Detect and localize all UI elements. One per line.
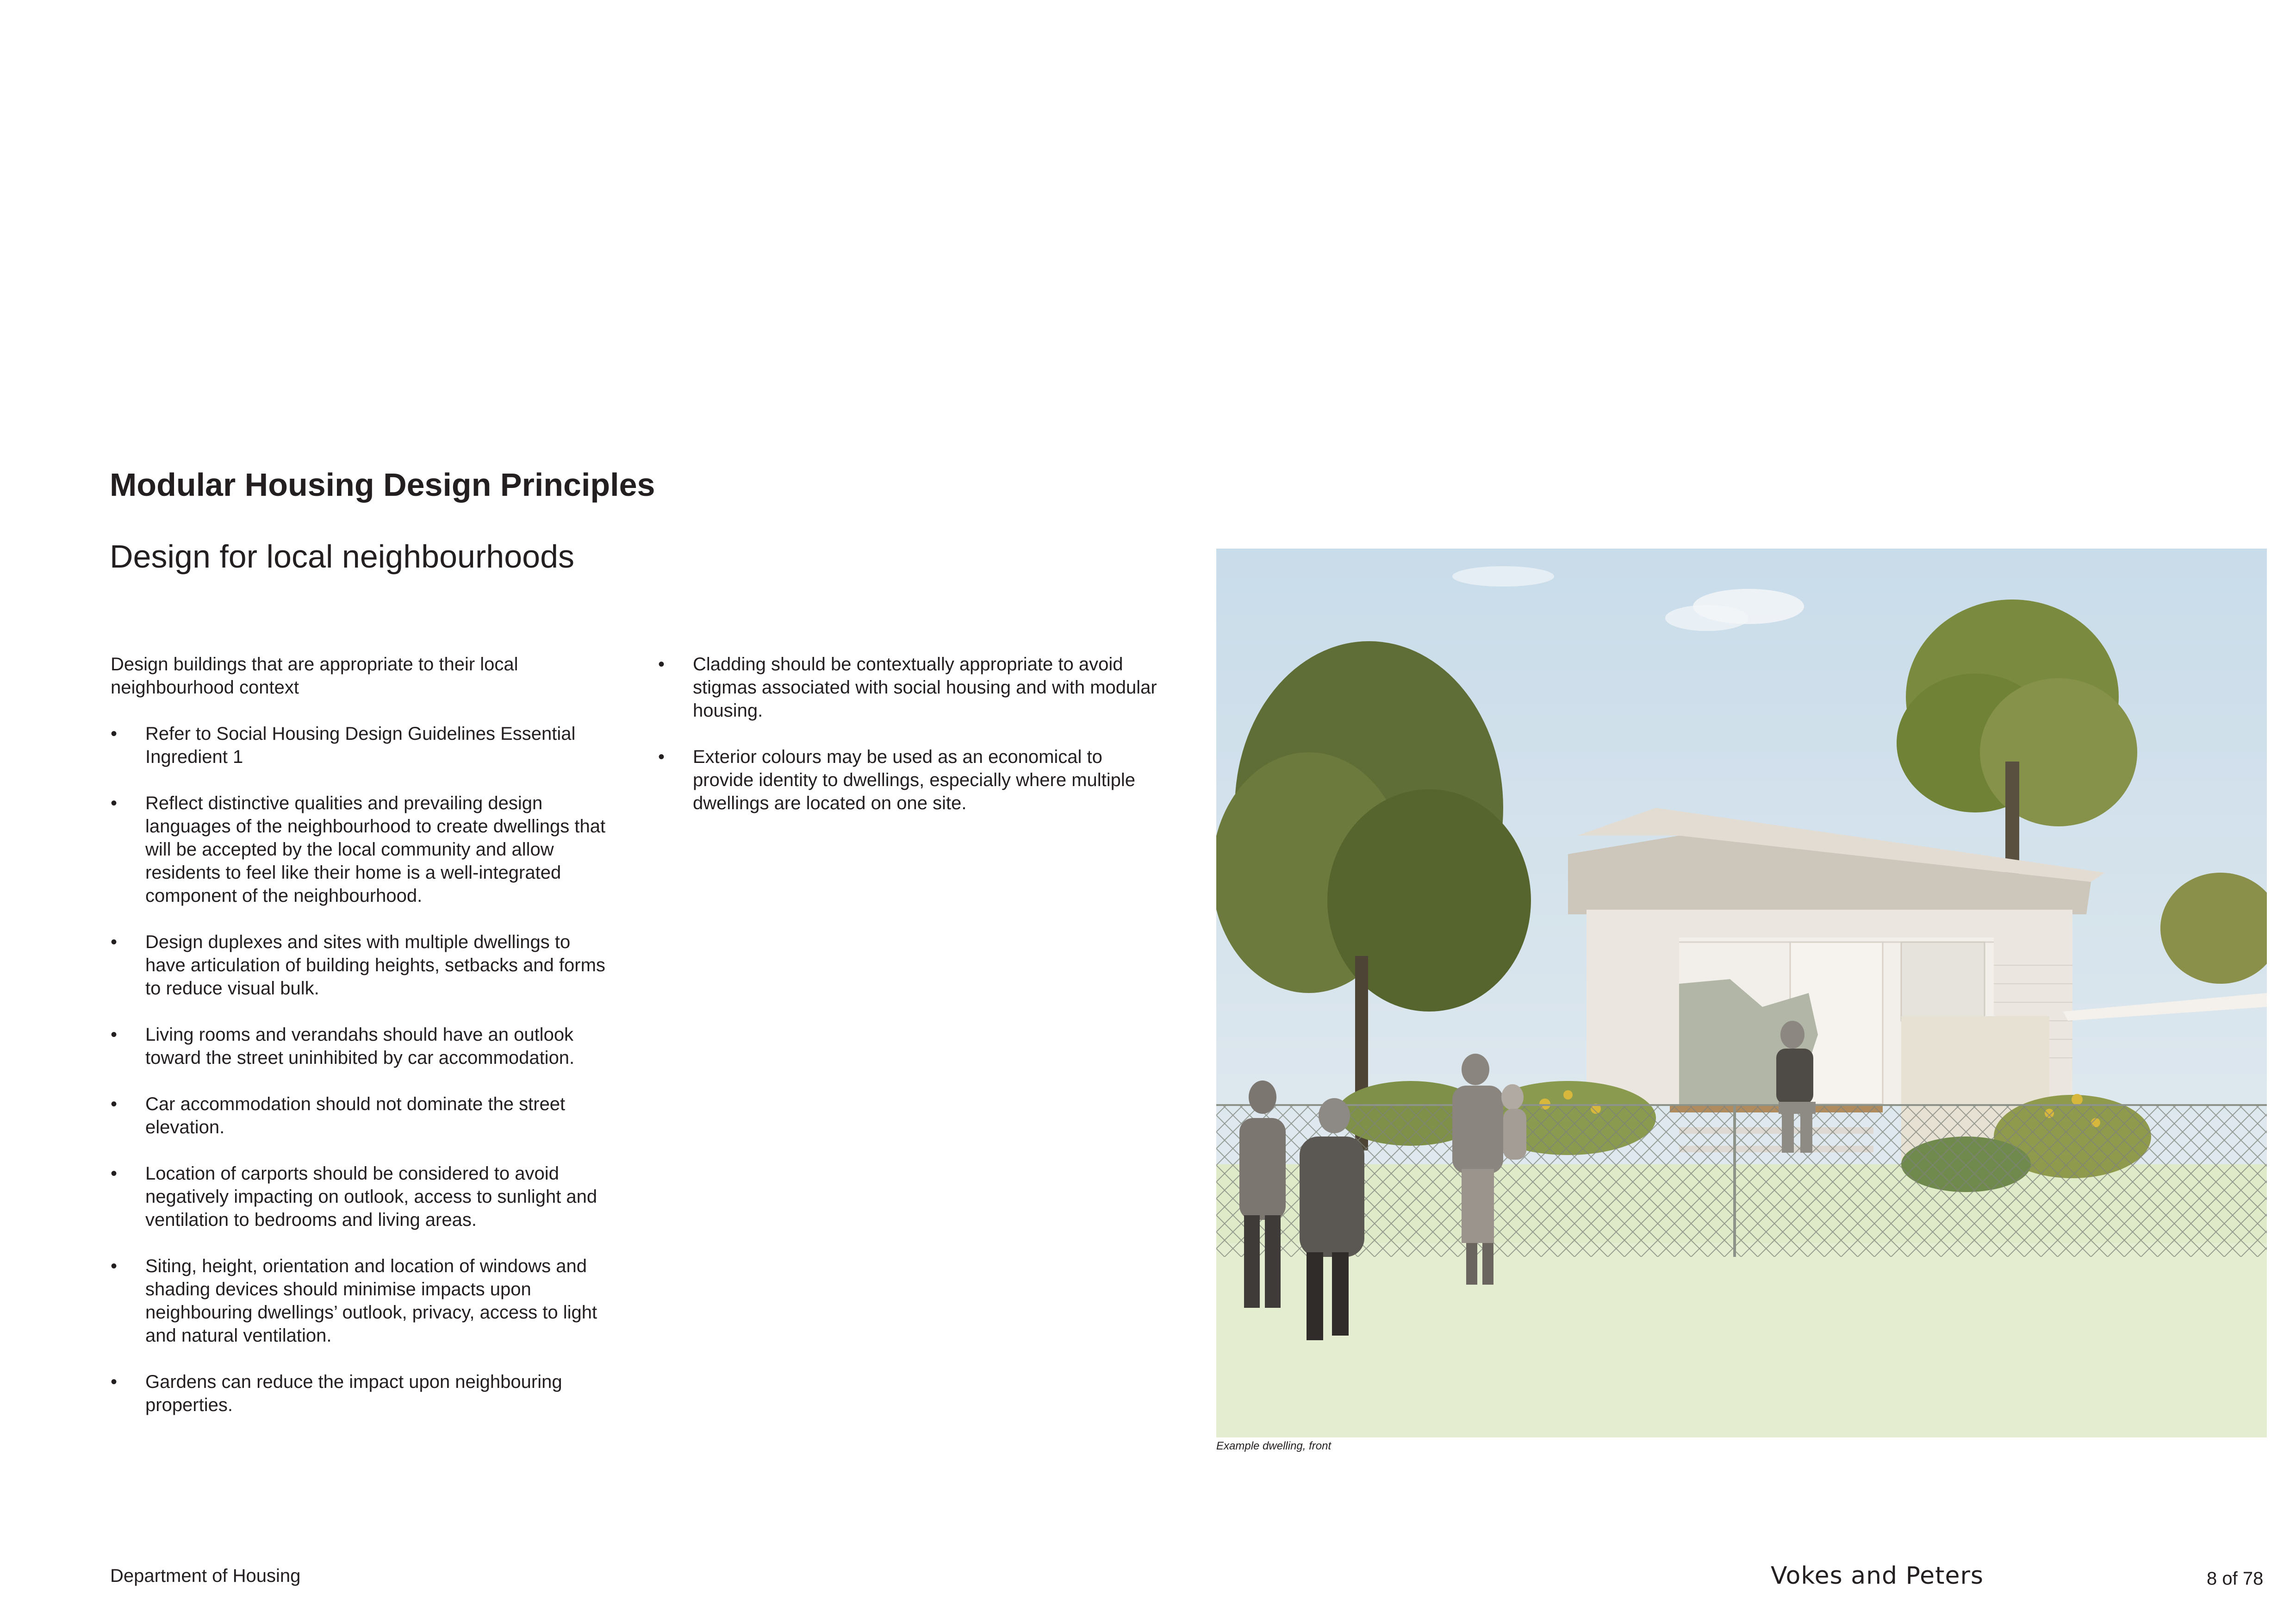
dwelling-render-image [1216, 549, 2267, 1437]
figure-caption: Example dwelling, front [1216, 1440, 1332, 1452]
bullet-icon: • [111, 724, 118, 744]
footer-department: Department of Housing [110, 1566, 301, 1586]
list-item-text: Refer to Social Housing Design Guidelines Essential Ingredient 1 [145, 724, 576, 767]
bullet-icon: • [111, 932, 118, 952]
bullet-icon: • [111, 1024, 118, 1045]
page-title: Modular Housing Design Principles [110, 467, 655, 503]
bullet-icon: • [111, 1094, 118, 1114]
list-item-text: Location of carports should be considered to avoid negatively impacting on outlook, access to sunlight and ventilation to bedrooms and living areas. [145, 1163, 597, 1230]
list-item [111, 1255, 610, 1347]
list-item-text: Gardens can reduce the impact upon neighbouring properties. [145, 1372, 562, 1415]
right-bullet-list [658, 653, 1167, 815]
list-item [111, 792, 610, 907]
list-item [658, 653, 1167, 722]
list-item-text: Car accommodation should not dominate the street elevation. [145, 1094, 566, 1137]
intro-paragraph: Design buildings that are appropriate to their local neighbourhood context [111, 654, 518, 698]
footer-brand-logo: Vokes and Peters [1771, 1562, 1984, 1590]
list-item [111, 1093, 610, 1139]
list-item [111, 1370, 610, 1417]
list-item-text: Living rooms and verandahs should have an outlook toward the street uninhibited by car accommodation. [145, 1024, 575, 1068]
list-item [111, 1162, 610, 1231]
left-bullet-list [111, 722, 610, 1417]
list-item-text: Reflect distinctive qualities and prevailing design languages of the neighbourhood to create dwellings that will be accepted by the local community and allow residents to feel like their home is a well-integrated component of the neighbourhood. [145, 793, 606, 906]
list-item-text: Design duplexes and sites with multiple dwellings to have articulation of building heights, setbacks and forms to reduce visual bulk. [145, 932, 605, 999]
list-item-text: Siting, height, orientation and location of windows and shading devices should minimise impacts upon neighbouring dwellings’ outlook, privacy, access to light and natural ventilation. [145, 1256, 597, 1346]
left-text-column [111, 653, 610, 1440]
list-item [111, 931, 610, 1000]
list-item-text: Cladding should be contextually appropriate to avoid stigmas associated with social housing and with modular housing. [693, 654, 1157, 721]
bullet-icon: • [658, 654, 665, 675]
bullet-icon: • [111, 1256, 118, 1276]
page-subtitle: Design for local neighbourhoods [110, 538, 574, 575]
bullet-icon: • [111, 1163, 118, 1184]
bullet-icon: • [111, 1372, 118, 1392]
page-number: 8 of 78 [2207, 1568, 2264, 1589]
bullet-icon: • [111, 793, 118, 813]
right-text-column [658, 653, 1167, 838]
list-item [658, 745, 1167, 815]
list-item-text: Exterior colours may be used as an economical to provide identity to dwellings, especially where multiple dwellings are located on one site. [693, 747, 1136, 813]
list-item [111, 722, 610, 768]
bullet-icon: • [658, 747, 665, 767]
list-item [111, 1023, 610, 1069]
